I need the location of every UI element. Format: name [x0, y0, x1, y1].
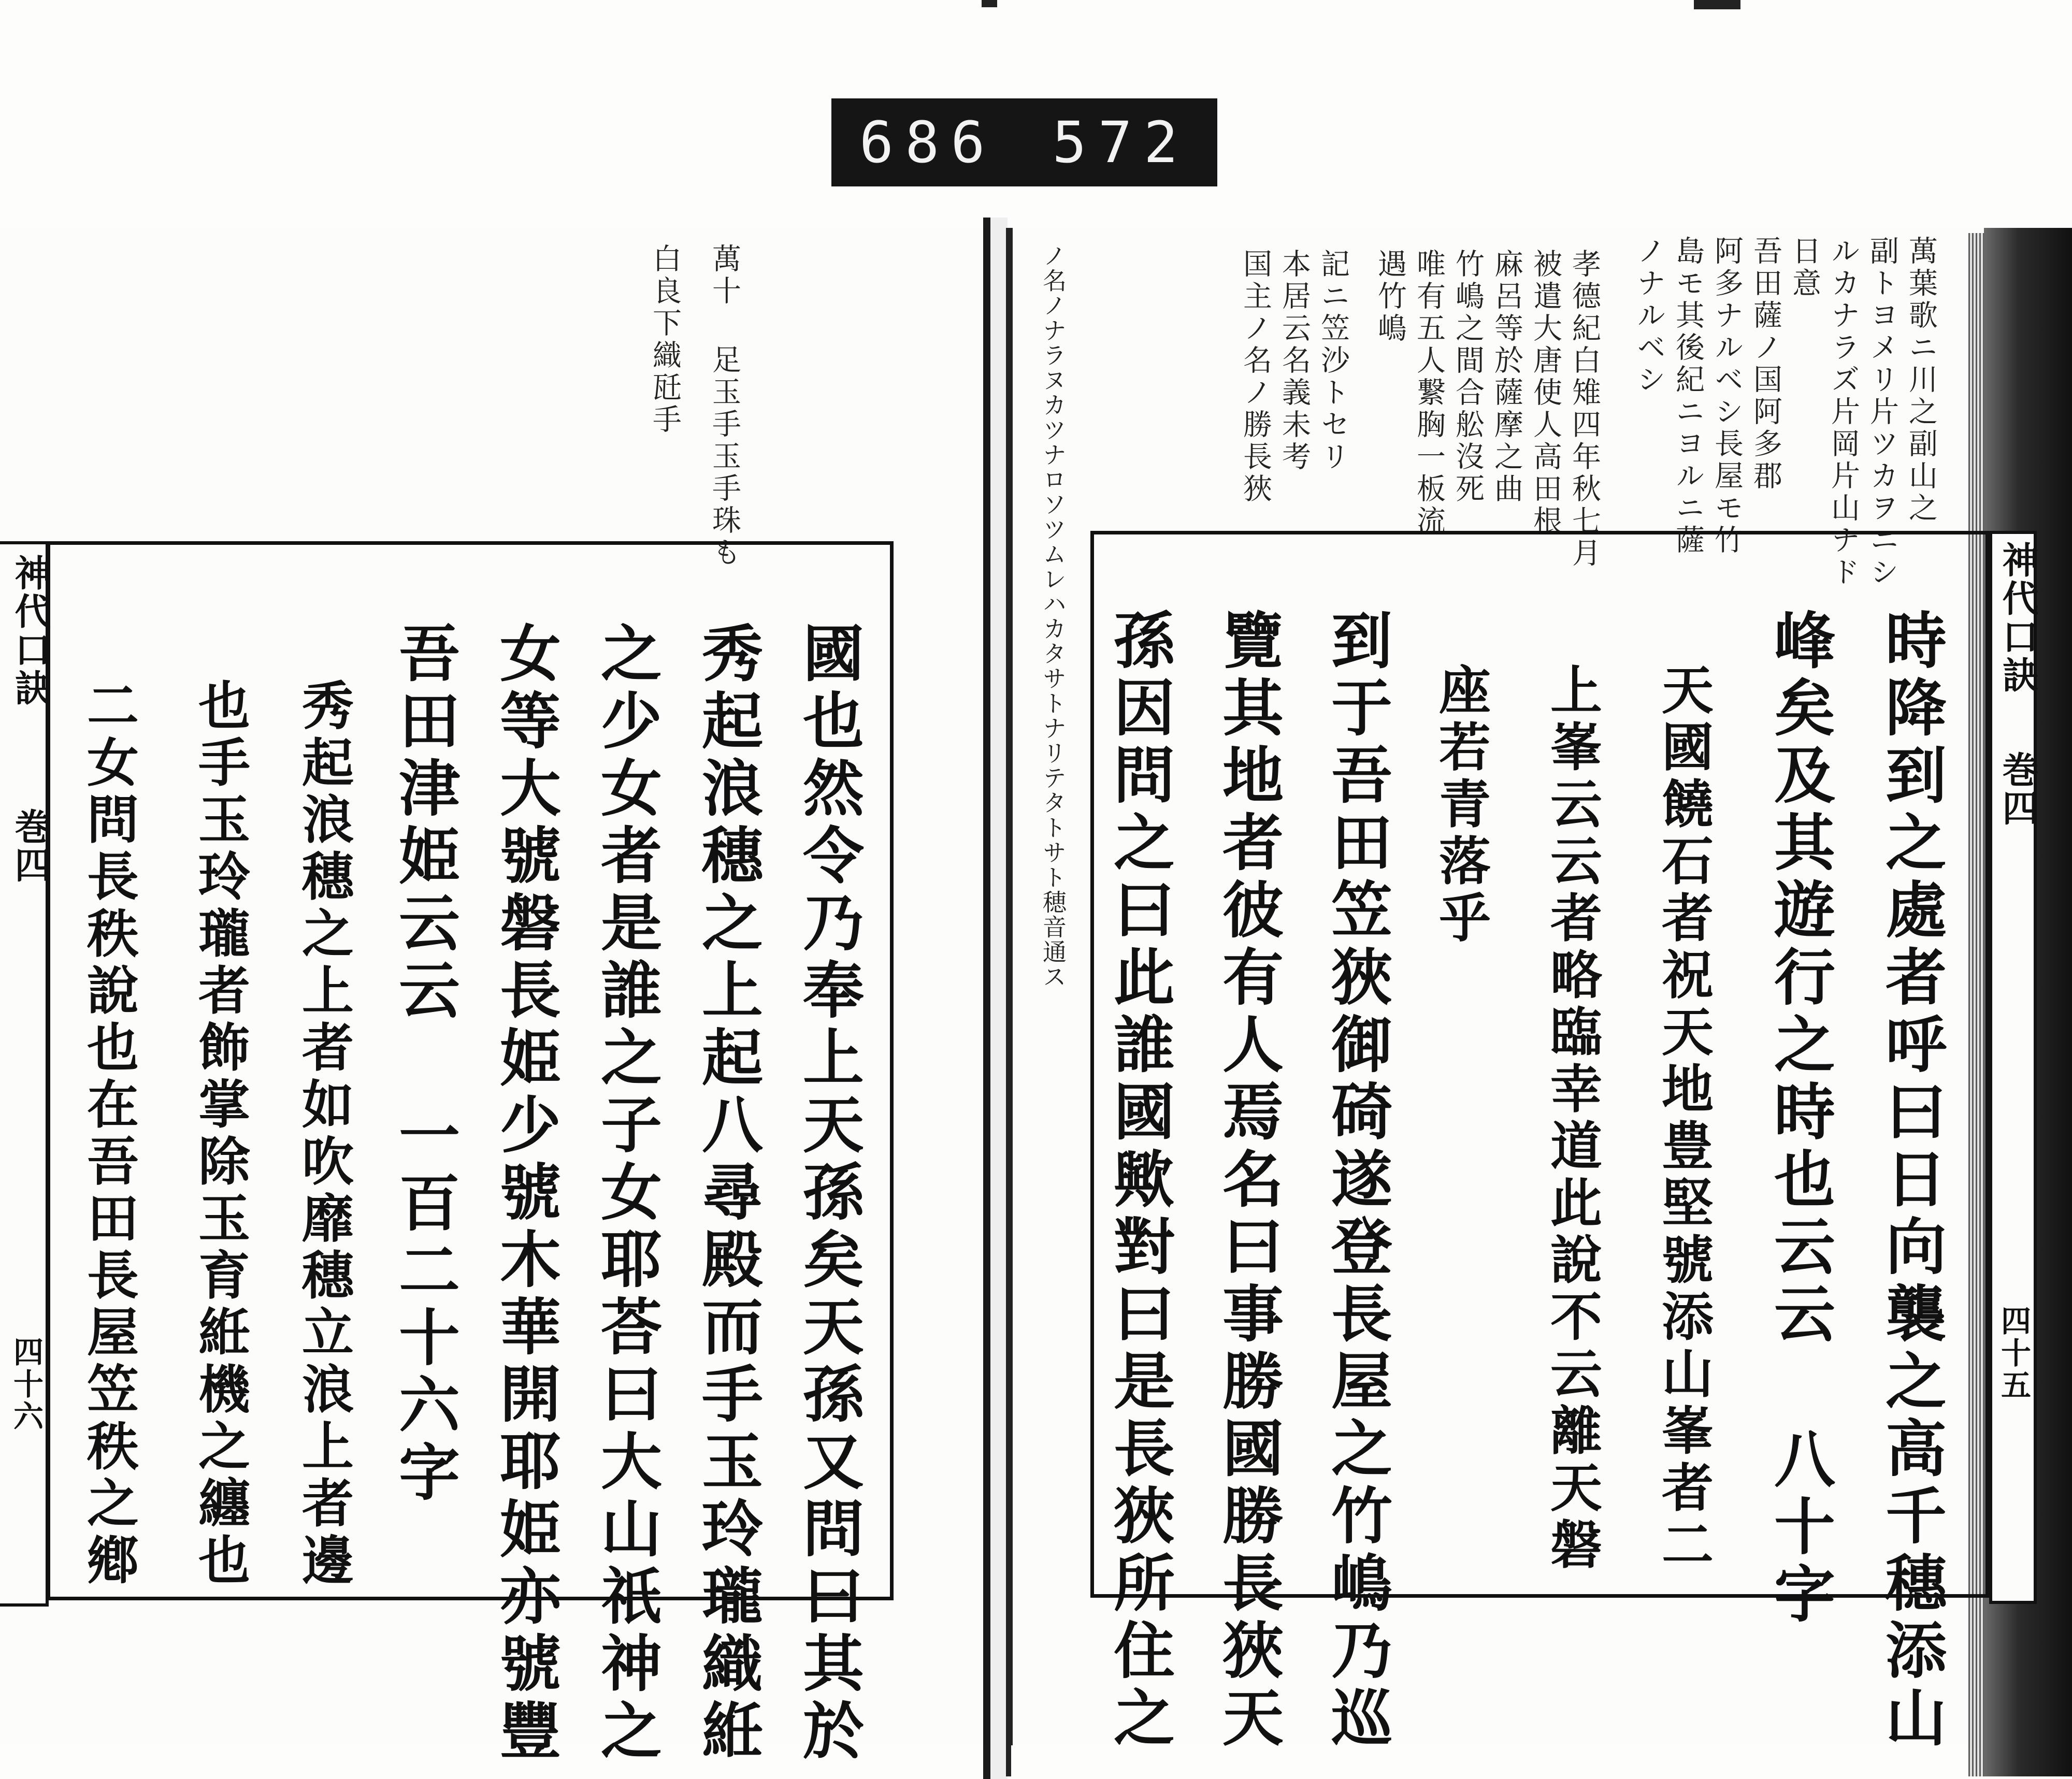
left-margin-title: 神代口訣	[9, 554, 52, 707]
right-note-10: 被遣大唐使人高田根	[1529, 249, 1562, 538]
right-note-11: 麻呂等於薩摩之曲	[1490, 249, 1523, 505]
right-margin-volume: 巻四	[1996, 751, 2039, 828]
right-note-9: 孝德紀白雉四年秋七月	[1567, 249, 1601, 570]
left-margin-page: 四十六	[8, 1336, 44, 1433]
left-handwritten-note-1: 萬十 足玉手玉手珠も	[708, 243, 741, 569]
left-column-7: 也手玉玲瓏者飾掌除玉育絍機之纏也	[190, 678, 251, 1590]
catalog-number-a: 686	[859, 109, 997, 176]
right-margin-page: 四十五	[1996, 1305, 2031, 1401]
gutter-line	[983, 218, 990, 1779]
right-note-5: 吾田薩ノ国阿多郡	[1749, 236, 1782, 493]
left-margin-volume: 巻四	[9, 808, 52, 885]
left-column-1: 國也然令乃奉上天孫矣天孫又問曰其於	[793, 621, 865, 1766]
left-column-6: 秀起浪穗之上者如吹靡穗立浪上者邊	[293, 678, 354, 1590]
left-column-8: 二女問長秩說也在吾田長屋笠秩之鄕	[78, 678, 139, 1590]
right-column-2: 峰矣及其遊行之時也云云 八十字	[1764, 609, 1836, 1629]
catalog-number-label	[831, 98, 1217, 186]
scan-top-edge	[0, 0, 2072, 21]
left-handwritten-note-2: 白良下織瓩手	[648, 243, 682, 436]
right-note-12: 竹嶋之間合舩沒死	[1451, 249, 1485, 505]
right-column-7: 覽其地者彼有人焉名曰事勝國勝長狹天	[1212, 609, 1284, 1753]
left-column-2: 秀起浪穗之上起八尋殿而手玉玲瓏織絍	[692, 621, 764, 1766]
right-column-3: 天國饒石者祝天地豊堅號添山峯者二	[1653, 663, 1714, 1574]
right-note-18: ノ名ノナラヌカツナロソツムレハカタサトナリテタトサト穂音通ス	[1039, 243, 1067, 989]
right-note-13: 唯有五人繋胸一板流	[1412, 249, 1446, 538]
right-note-3: ルカナラズ片岡片山ナド	[1826, 236, 1860, 589]
right-column-1: 時降到之處者呼曰日向襲之高千穗添山	[1875, 609, 1947, 1753]
right-note-17: 国主ノ名ノ勝長狹	[1239, 249, 1272, 505]
right-note-2: 副トヨメリ片ツカヲニシ	[1865, 236, 1899, 589]
right-column-8: 孫因問之曰此誰國歟對曰是長狹所住之	[1103, 609, 1175, 1753]
left-column-3: 之少女者是誰之子女耶荅曰大山祇神之	[591, 621, 663, 1766]
right-note-4: 日意	[1788, 236, 1821, 300]
left-text-frame	[47, 541, 894, 1600]
left-column-5: 吾田津姫云云 一百二十六字	[388, 621, 461, 1508]
right-note-8: ノナルベシ	[1632, 236, 1666, 396]
right-margin-title: 神代口訣	[1996, 541, 2039, 695]
right-column-6: 到于吾田笠狹御碕遂登長屋之竹嶋乃巡	[1321, 609, 1393, 1753]
right-note-6: 阿多ナルベシ長屋モ竹	[1710, 236, 1744, 557]
right-note-14: 遇竹嶋	[1373, 249, 1407, 345]
right-note-7: 島モ其後紀ニヨルニ薩	[1671, 236, 1705, 557]
right-column-4: 上峯云云者略臨幸道此說不云離天磐	[1542, 663, 1603, 1574]
right-column-5: 座若青落乎	[1430, 663, 1491, 948]
right-note-15: 記ニ笠沙トセリ	[1316, 249, 1350, 473]
left-column-4: 女等大號磐長姫少號木華開耶姫亦號豐	[490, 621, 562, 1766]
right-note-1: 萬葉歌ニ川之副山之	[1904, 236, 1938, 525]
right-note-16: 本居云名義未考	[1277, 249, 1311, 473]
gutter-line-right	[1006, 228, 1011, 1776]
catalog-number-b: 572	[1052, 109, 1190, 176]
